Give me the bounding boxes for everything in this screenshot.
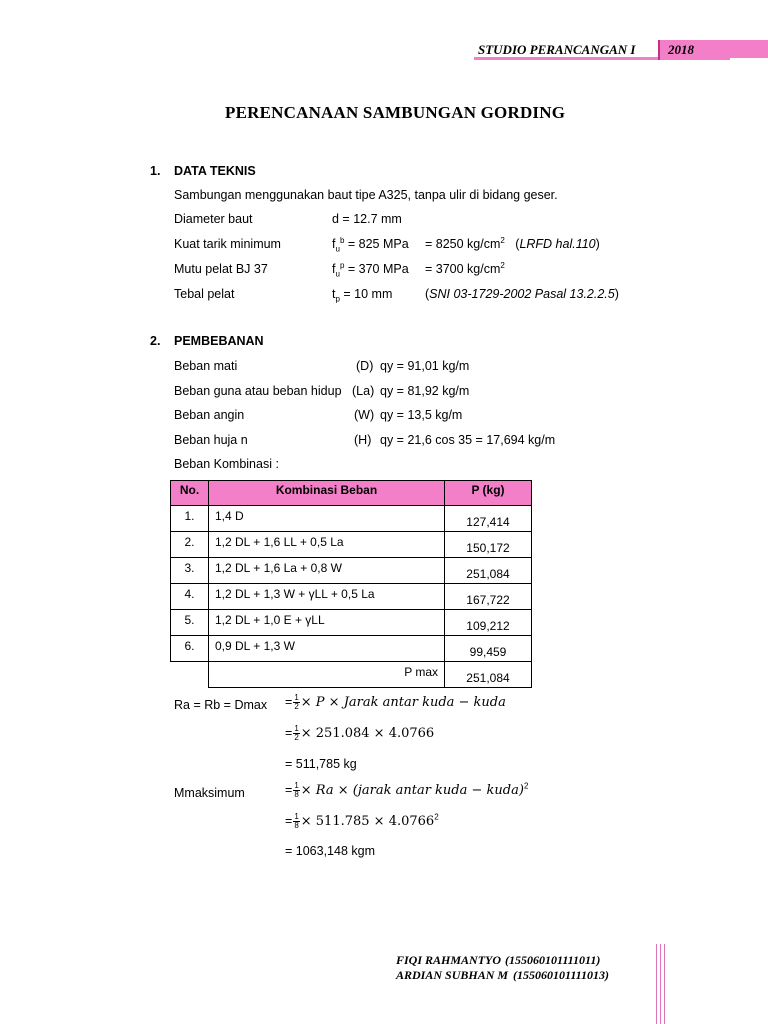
reaction-substitution: = $\frac{1}{2}$ × 251.084 × 4.0766 [285, 724, 435, 742]
moment-label: Mmaksimum [174, 786, 245, 800]
footer-rule [656, 944, 657, 1024]
section-1-number: 1. [150, 164, 161, 178]
table-row [171, 558, 532, 584]
mutu-pelat-label: Mutu pelat BJ 37 [174, 262, 268, 276]
diameter-value: d = 12.7 mm [332, 212, 402, 226]
table-row [171, 506, 532, 532]
section-1-intro: Sambungan menggunakan baut tipe A325, tanpa ulir di bidang geser. [174, 188, 558, 202]
pmax-label: P max [209, 662, 445, 688]
row-p: 167,722 [445, 584, 532, 610]
reaction-formula: = $\frac{1}{2}$ × P × Jarak antar kuda − kuda [285, 693, 506, 711]
diameter-label: Diameter baut [174, 212, 253, 226]
table-pmax-row [171, 662, 532, 688]
reaction-label: Ra = Rb = Dmax [174, 698, 268, 712]
tebal-pelat-label: Tebal pelat [174, 287, 235, 301]
row-kombinasi: 1,2 DL + 1,6 LL + 0,5 La [209, 532, 445, 558]
moment-formula: = $\frac{1}{8}$ × Ra × (jarak antar kuda − kuda)$^2$ [285, 781, 529, 799]
load-value: qy = 91,01 kg/m [380, 359, 470, 373]
section-1-heading: DATA TEKNIS [174, 164, 256, 178]
row-no: 3. [171, 558, 209, 584]
row-p: 99,459 [445, 636, 532, 662]
table-row [171, 636, 532, 662]
load-label: Beban mati [174, 359, 238, 373]
tebal-pelat-reference: (SNI 03-1729-2002 Pasal 13.2.2.5) [425, 287, 619, 301]
header-title: STUDIO PERANCANGAN I [478, 42, 636, 57]
load-label: Beban huja n [174, 433, 248, 447]
column-header-kombinasi: Kombinasi Beban [209, 481, 445, 506]
row-p: 127,414 [445, 506, 532, 532]
row-no: 4. [171, 584, 209, 610]
author-2-id: (155060101111013) [513, 968, 610, 982]
tebal-pelat-value: $t_p = 10$ mm [332, 287, 393, 304]
footer-rule [664, 944, 665, 1024]
row-kombinasi: 1,4 D [209, 506, 445, 532]
load-label: Beban guna atau beban hidup [174, 384, 342, 398]
mutu-pelat-conversion: = 3700 $kg/cm^2$ [425, 260, 505, 276]
section-2-heading: PEMBEBANAN [174, 334, 264, 348]
load-value: qy = 13,5 kg/m [380, 408, 463, 422]
section-2-number: 2. [150, 334, 161, 348]
row-p: 109,212 [445, 610, 532, 636]
row-kombinasi: 1,2 DL + 1,6 La + 0,8 W [209, 558, 445, 584]
load-code: (La) [352, 384, 375, 398]
load-combination-table [170, 480, 532, 688]
mutu-pelat-value: $f_u^p = 370$ MPa [332, 260, 409, 279]
header-year: 2018 [668, 42, 694, 57]
reaction-result: = 511,785 kg [285, 757, 357, 771]
author-2-name: ARDIAN SUBHAN M [396, 968, 509, 982]
kombinasi-label: Beban Kombinasi : [174, 457, 279, 471]
load-value: qy = 21,6 cos 35 = 17,694 kg/m [380, 433, 556, 447]
row-kombinasi: 1,2 DL + 1,3 W + γLL + 0,5 La [209, 584, 445, 610]
kuat-tarik-label: Kuat tarik minimum [174, 237, 281, 251]
author-1-id: (155060101111011) [505, 953, 601, 967]
row-kombinasi: 0,9 DL + 1,3 W [209, 636, 445, 662]
row-p: 150,172 [445, 532, 532, 558]
moment-substitution: = $\frac{1}{8}$ × $511.785 \times 4.0766^2$ [285, 812, 439, 830]
pmax-value: 251,084 [445, 662, 532, 688]
row-no: 5. [171, 610, 209, 636]
row-p: 251,084 [445, 558, 532, 584]
row-no: 2. [171, 532, 209, 558]
footer-rule [660, 944, 661, 1024]
table-row [171, 610, 532, 636]
table-row [171, 532, 532, 558]
table-header-row [171, 481, 532, 506]
row-no: 6. [171, 636, 209, 662]
page-title: PERENCANAAN SAMBUNGAN GORDING [225, 103, 566, 122]
load-label: Beban angin [174, 408, 245, 422]
column-header-no: No. [171, 481, 209, 506]
load-value: qy = 81,92 kg/m [380, 384, 470, 398]
load-code: (W) [354, 408, 375, 422]
row-no: 1. [171, 506, 209, 532]
load-code: (D) [356, 359, 374, 373]
header-separator [658, 40, 660, 60]
column-header-p: P (kg) [445, 481, 532, 506]
row-kombinasi: 1,2 DL + 1,0 E + γLL [209, 610, 445, 636]
author-1-name: FIQI RAHMANTYO [396, 953, 502, 967]
load-code: (H) [354, 433, 372, 447]
kuat-tarik-value: $f_u^b = 825$ MPa [332, 235, 409, 254]
kuat-tarik-conversion: = 8250 $kg/cm^2$ (LRFD hal.110) [425, 235, 600, 251]
moment-result: = 1063,148 kgm [285, 844, 375, 858]
table-row [171, 584, 532, 610]
